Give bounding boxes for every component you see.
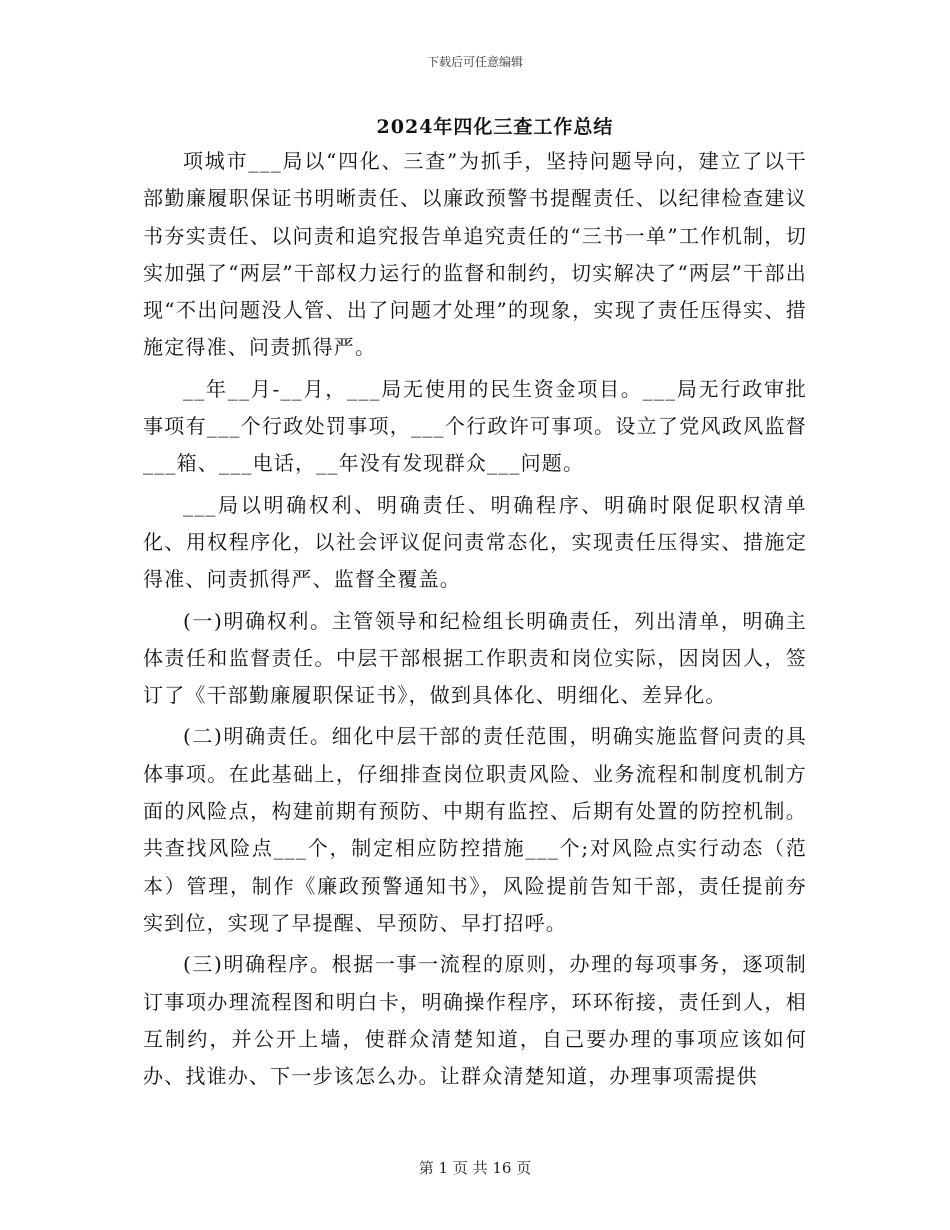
paragraph-clarify-responsibility: (二)明确责任。细化中层干部的责任范围，明确实施监督问责的具体事项。在此基础上，仔细排查岗位职责风险、业务流程和制度机制方面的风险点，构建前期有预防、中期有监控、后期有处置的防控机制。共查找风险点___个，制定相应防控措施___个;对风险点实行动态（范本）管理，制作《廉政预警通知书》，风险提前告知干部，责任提前夯实到位，实现了早提醒、早预防、早打招呼。 (143, 724, 807, 935)
page-header-note: 下载后可任意编辑 (426, 55, 523, 69)
paragraph-clarify-procedure: (三)明确程序。根据一事一流程的原则，办理的每项事务，逐项制订事项办理流程图和明白卡，明确操作程序，环环衔接，责任到人，相互制约，并公开上墙，使群众清楚知道，自己要办理的事项应该如何办、找谁办、下一步该怎么办。让群众清楚知道，办理事项需提供 (143, 952, 807, 1089)
page-number: 第 1 页 共 16 页 (418, 1159, 532, 1177)
paragraph-clarify-rights: (一)明确权利。主管领导和纪检组长明确责任，列出清单，明确主体责任和监督责任。中层干部根据工作职责和岗位实际，因岗因人，签订了《干部勤廉履职保证书》，做到具体化、明细化、差异化。 (143, 608, 807, 708)
paragraph-approach: ___局以明确权利、明确责任、明确程序、明确时限促职权清单化、用权程序化，以社会评议促问责常态化，实现责任压得实、措施定得准、问责抓得严、监督全覆盖。 (143, 492, 807, 592)
paragraph-statistics: __年__月-__月，___局无使用的民生资金项目。___局无行政审批事项有___个行政处罚事项，___个行政许可事项。设立了党风政风监督___箱、___电话，__年没有发现群众___问题。 (143, 376, 807, 476)
document-body (143, 143, 807, 1095)
document-title: 2024年四化三查工作总结 (376, 116, 614, 138)
paragraph-intro: 项城市___局以“四化、三查”为抓手，坚持问题导向，建立了以干部勤廉履职保证书明晰责任、以廉政预警书提醒责任、以纪律检查建议书夯实责任、以问责和追究报告单追究责任的“三书一单”工作机制，切实加强了“两层”干部权力运行的监督和制约，切实解决了“两层”干部出现“不出问题没人管、出了问题才处理”的现象，实现了责任压得实、措施定得准、问责抓得严。 (143, 149, 807, 360)
